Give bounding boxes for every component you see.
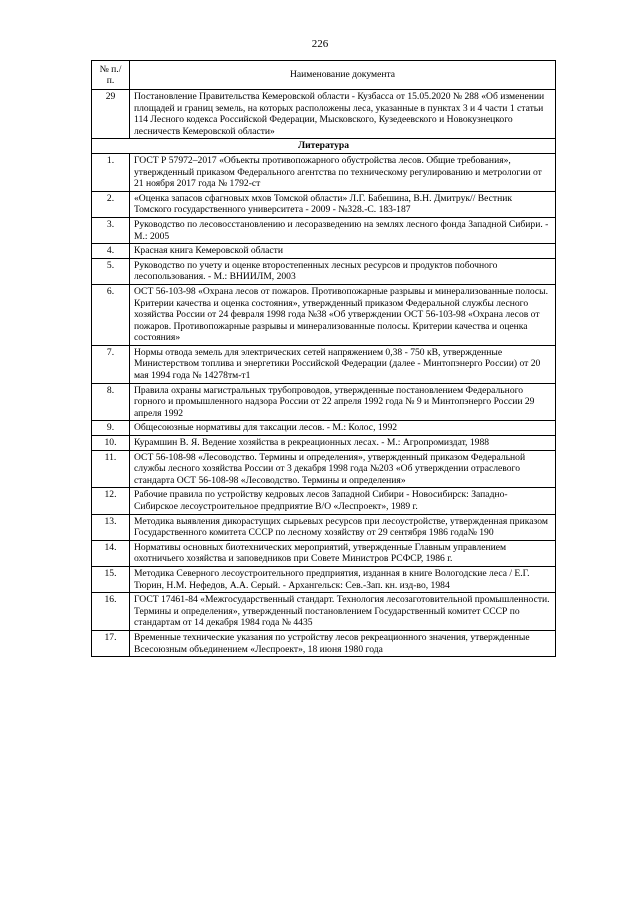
row-document-name: Руководство по лесовосстановлению и лесоразведению на землях лесного фонда Западной Сибири. - М.: 2005	[130, 217, 556, 243]
row-document-name: ОСТ 56-108-98 «Лесоводство. Термины и определения», утвержденный приказом Федеральной службы лесного хозяйства России от 3 декабря 1998 года №203 «Об утверждении отраслевого стандарта ОСТ 56-108-98 «Лесоводство. Термины и определения»	[130, 450, 556, 488]
row-document-name: Общесоюзные нормативы для таксации лесов. - М.: Колос, 1992	[130, 421, 556, 436]
row-number: 17.	[92, 630, 130, 656]
row-number: 5.	[92, 258, 130, 284]
row-document-name: Методика выявления дикорастущих сырьевых ресурсов при лесоустройстве, утвержденная приказом Государственного комитета СССР по лесному хозяйству от 29 сентября 1986 года№ 190	[130, 514, 556, 540]
documents-table	[91, 60, 556, 657]
row-number: 1.	[92, 153, 130, 191]
row-number: 8.	[92, 383, 130, 421]
column-header-number: № п./п.	[92, 61, 130, 90]
page-number: 226	[311, 38, 329, 50]
row-document-name: Нормы отвода земель для электрических сетей напряжением 0,38 - 750 кВ, утвержденные Министерством топлива и энергетики Российской Федерации (далее - Минтопэнерго России) от 20 мая 1994 года № 14278тм-т1	[130, 345, 556, 383]
table-row	[92, 421, 556, 436]
row-document-name: Курамшин В. Я. Ведение хозяйства в рекреационных лесах. - М.: Агропромиздат, 1988	[130, 436, 556, 451]
table-row	[92, 153, 556, 191]
row-document-name: Руководство по учету и оценке второстепенных лесных ресурсов и продуктов побочного лесопользования. - М.: ВНИИЛМ, 2003	[130, 258, 556, 284]
row-number: 2.	[92, 191, 130, 217]
row-number: 29	[92, 90, 130, 139]
row-number: 9.	[92, 421, 130, 436]
row-number: 10.	[92, 436, 130, 451]
table-header-row	[92, 61, 556, 90]
row-document-name: Временные технические указания по устройству лесов рекреационного значения, утвержденные Всесоюзным объединением «Леспроект», 18 июня 1980 года	[130, 630, 556, 656]
column-header-name: Наименование документа	[130, 61, 556, 90]
table-row	[92, 345, 556, 383]
row-number: 14.	[92, 540, 130, 566]
row-document-name: Постановление Правительства Кемеровской области - Кузбасса от 15.05.2020 № 288 «Об изменении площадей и границ земель, на которых расположены леса, указанные в пунктах 3 и 4 части 1 статьи 114 Лесного кодекса Российской Федерации, Мысковского, Кузедеевского и Новокузнецкого лесничеств Кемеровской области»	[130, 90, 556, 139]
row-number: 3.	[92, 217, 130, 243]
row-number: 6.	[92, 284, 130, 345]
row-document-name: Рабочие правила по устройству кедровых лесов Западной Сибири - Новосибирск: Западно-Сибирское лесоустроительное предприятие В/О «Леспроект», 1989 г.	[130, 488, 556, 514]
table-row	[92, 450, 556, 488]
row-document-name: ГОСТ 17461-84 «Межгосударственный стандарт. Технология лесозаготовительной промышленности. Термины и определения», утвержденный постановлением Государственный комитет СССР по стандартам от 14 декабря 1984 года № 4435	[130, 593, 556, 631]
table-row	[92, 488, 556, 514]
table-row	[92, 258, 556, 284]
row-document-name: Нормативы основных биотехнических мероприятий, утвержденные Главным управлением охотничьего хозяйства и заповедников при Совете Министров РСФСР, 1986 г.	[130, 540, 556, 566]
row-number: 7.	[92, 345, 130, 383]
section-row	[92, 139, 556, 154]
table-row	[92, 540, 556, 566]
section-title: Литература	[92, 139, 556, 154]
row-number: 15.	[92, 566, 130, 592]
table-row	[92, 191, 556, 217]
table-row	[92, 566, 556, 592]
row-document-name: Правила охраны магистральных трубопроводов, утвержденные постановлением Федерального горного и промышленного надзора России от 22 апреля 1992 года № 9 и Минтопэнерго России 29 апреля 1992	[130, 383, 556, 421]
row-document-name: ОСТ 56-103-98 «Охрана лесов от пожаров. Противопожарные разрывы и минерализованные полосы. Критерии качества и оценка состояния», утвержденный приказом Федеральной службы лесного хозяйства России от 24 февраля 1998 года №38 «Об утверждении ОСТ 56-103-98 «Охрана лесов от пожаров. Противопожарные разрывы и минерализованные полосы. Критерии качества и оценка состояния»	[130, 284, 556, 345]
row-number: 4.	[92, 244, 130, 259]
row-document-name: «Оценка запасов сфагновых мхов Томской области» Л.Г. Бабешина, В.Н. Дмитрук// Вестник Томского государственного университета - 2009 - №328.-С. 183-187	[130, 191, 556, 217]
row-number: 13.	[92, 514, 130, 540]
row-document-name: Красная книга Кемеровской области	[130, 244, 556, 259]
table-row	[92, 630, 556, 656]
table-row	[92, 383, 556, 421]
table-row	[92, 284, 556, 345]
table-row	[92, 436, 556, 451]
table-row	[92, 217, 556, 243]
row-document-name: Методика Северного лесоустроительного предприятия, изданная в книге Вологодские леса / Е.Г. Тюрин, Н.М. Нефедов, А.А. Серый. - Архангельск: Сев.-Зап. кн. изд-во, 1984	[130, 566, 556, 592]
table-row	[92, 90, 556, 139]
row-number: 12.	[92, 488, 130, 514]
row-number: 11.	[92, 450, 130, 488]
row-number: 16.	[92, 593, 130, 631]
table-row	[92, 244, 556, 259]
table-row	[92, 593, 556, 631]
row-document-name: ГОСТ Р 57972–2017 «Объекты противопожарного обустройства лесов. Общие требования», утвержденный приказом Федерального агентства по техническому регулированию и метрологии от 21 ноября 2017 года № 1792-ст	[130, 153, 556, 191]
table-row	[92, 514, 556, 540]
